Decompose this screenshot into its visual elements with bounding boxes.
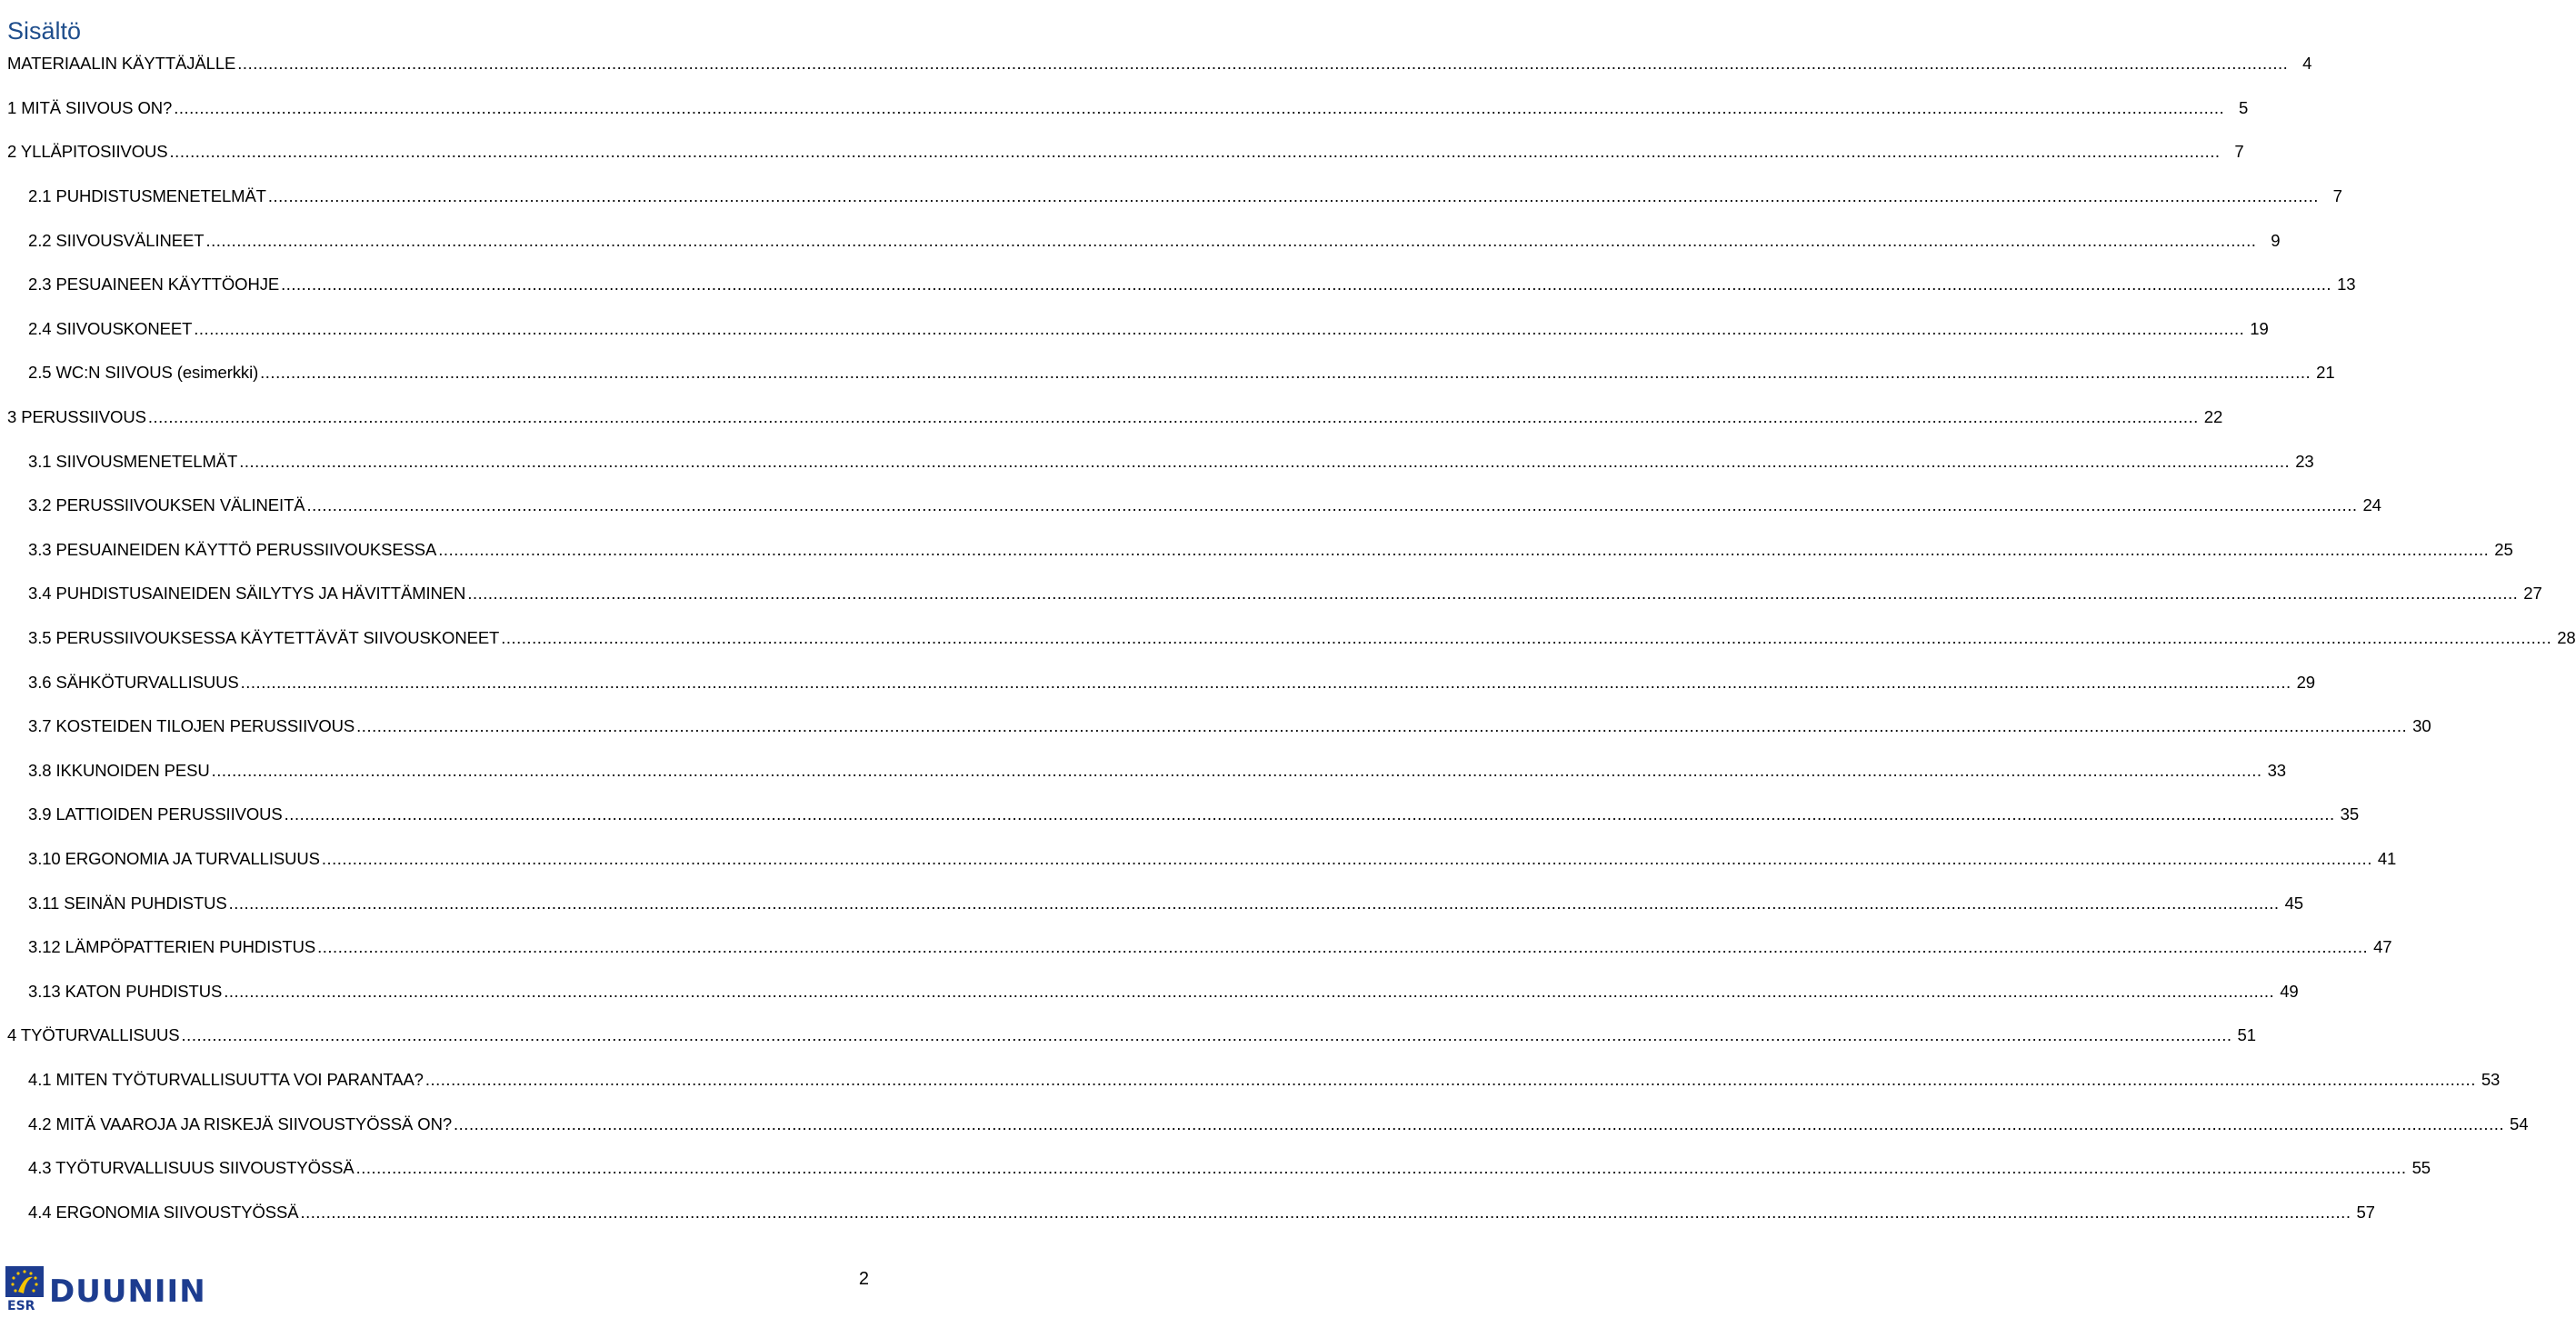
toc-entry-page: 21 xyxy=(2316,363,2335,383)
toc-entry[interactable] xyxy=(0,660,2315,704)
toc-entry-line xyxy=(28,230,2281,251)
toc-entry-label: 3.4 PUHDISTUSAINEIDEN SÄILYTYS JA HÄVITTÄMINEN xyxy=(28,584,466,604)
toc-entry[interactable] xyxy=(0,1058,2501,1103)
toc-entry-page: 23 xyxy=(2295,451,2314,471)
toc-entry[interactable] xyxy=(0,1146,2431,1191)
toc-dot-leader: ................................................................................................................................................................................................................................................................................................................................................................................................................ xyxy=(224,981,2275,1001)
toc-entry-label: 4 TYÖTURVALLISUUS xyxy=(7,1025,180,1045)
toc-entry-label: 3.12 LÄMPÖPATTERIEN PUHDISTUS xyxy=(28,937,316,957)
toc-entry-line xyxy=(7,1025,2256,1045)
toc-entry-label: 3.7 KOSTEIDEN TILOJEN PERUSSIIVOUS xyxy=(28,716,355,736)
toc-entry-page: 13 xyxy=(2337,275,2356,295)
toc-entry-page: 24 xyxy=(2362,495,2381,515)
toc-entry-page: 22 xyxy=(2203,407,2223,427)
toc-entry[interactable] xyxy=(0,1102,2529,1146)
toc-entry-line xyxy=(28,275,2356,295)
toc-entry-label: 3.5 PERUSSIIVOUKSESSA KÄYTETTÄVÄT SIIVOUSKONEET xyxy=(28,628,500,648)
toc-entry-label: 3.3 PESUAINEIDEN KÄYTTÖ PERUSSIIVOUKSESSA xyxy=(28,539,437,559)
toc-entry[interactable] xyxy=(0,793,2360,837)
toc-entry[interactable] xyxy=(0,1190,2375,1234)
esr-logo-icon xyxy=(5,1266,44,1312)
toc-entry-page: 7 xyxy=(2332,186,2342,206)
toc-entry-line xyxy=(7,97,2249,118)
toc-entry-page: 7 xyxy=(2234,142,2244,162)
toc-entry-page: 51 xyxy=(2237,1025,2256,1045)
page-title: Sisältö xyxy=(7,17,82,45)
toc-entry-label: 3 PERUSSIIVOUS xyxy=(7,407,146,427)
toc-dot-leader: ................................................................................................................................................................................................................................................................................................................................................................................................................ xyxy=(317,937,2369,957)
toc-dot-leader: ................................................................................................................................................................................................................................................................................................................................................................................................................ xyxy=(174,97,2225,117)
toc-dot-leader: ................................................................................................................................................................................................................................................................................................................................................................................................................ xyxy=(300,1202,2351,1222)
toc-entry-label: 4.4 ERGONOMIA SIIVOUSTYÖSSÄ xyxy=(28,1202,299,1222)
toc-entry-label: 3.8 IKKUNOIDEN PESU xyxy=(28,760,210,780)
toc-entry-line xyxy=(7,54,2312,74)
toc-entry[interactable] xyxy=(0,1013,2256,1058)
toc-entry[interactable] xyxy=(0,969,2299,1013)
toc-entry[interactable] xyxy=(0,86,2249,131)
toc-dot-leader: ................................................................................................................................................................................................................................................................................................................................................................................................................ xyxy=(237,54,2289,74)
toc-entry-line xyxy=(28,539,2513,560)
toc-dot-leader: ................................................................................................................................................................................................................................................................................................................................................................................................................ xyxy=(239,451,2291,471)
toc-dot-leader: ................................................................................................................................................................................................................................................................................................................................................................................................................ xyxy=(260,363,2311,383)
toc-entry-page: 4 xyxy=(2302,54,2312,74)
toc-dot-leader: ................................................................................................................................................................................................................................................................................................................................................................................................................ xyxy=(467,584,2519,604)
toc-entry-page: 29 xyxy=(2296,672,2315,692)
toc-entry-page: 45 xyxy=(2284,893,2303,913)
toc-dot-leader: ................................................................................................................................................................................................................................................................................................................................................................................................................ xyxy=(424,1069,2476,1089)
toc-entry-label: 2.5 WC:N SIIVOUS (esimerkki) xyxy=(28,363,259,383)
toc-entry[interactable] xyxy=(0,704,2431,749)
toc-entry-label: 2.1 PUHDISTUSMENETELMÄT xyxy=(28,186,266,206)
toc-entry[interactable] xyxy=(0,881,2303,925)
svg-text:ESR: ESR xyxy=(7,1299,35,1313)
toc-entry-line xyxy=(28,848,2397,869)
toc-entry-line xyxy=(28,451,2314,472)
page-number: 2 xyxy=(858,1269,869,1289)
toc-entry-label: 4.1 MITEN TYÖTURVALLISUUTTA VOI PARANTAA? xyxy=(28,1069,424,1089)
toc-entry-page: 5 xyxy=(2238,97,2249,117)
toc-entry[interactable] xyxy=(0,925,2392,970)
toc-dot-leader: ................................................................................................................................................................................................................................................................................................................................................................................................................ xyxy=(240,672,2291,692)
toc-entry-label: 1 MITÄ SIIVOUS ON? xyxy=(7,97,173,117)
toc-entry-label: 3.9 LATTIOIDEN PERUSSIIVOUS xyxy=(28,804,283,824)
toc-dot-leader: ................................................................................................................................................................................................................................................................................................................................................................................................................ xyxy=(281,275,2332,295)
toc-entry[interactable] xyxy=(0,572,2542,616)
toc-entry-label: 4.2 MITÄ VAAROJA JA RISKEJÄ SIIVOUSTYÖSSÄ ON? xyxy=(28,1113,453,1133)
toc-entry-page: 28 xyxy=(2557,628,2576,648)
toc-entry-line xyxy=(28,760,2286,781)
toc-entry-page: 41 xyxy=(2377,848,2397,868)
toc-entry[interactable] xyxy=(0,528,2513,573)
toc-entry-label: 3.6 SÄHKÖTURVALLISUUS xyxy=(28,672,239,692)
table-of-contents xyxy=(0,42,2576,1234)
toc-dot-leader: ................................................................................................................................................................................................................................................................................................................................................................................................................ xyxy=(228,893,2280,913)
toc-entry-line xyxy=(7,142,2244,162)
toc-entry-label: 3.13 KATON PUHDISTUS xyxy=(28,981,223,1001)
toc-entry-line xyxy=(28,981,2299,1002)
toc-entry-page: 9 xyxy=(2271,230,2281,250)
toc-dot-leader: ................................................................................................................................................................................................................................................................................................................................................................................................................ xyxy=(169,142,2221,162)
toc-entry[interactable] xyxy=(0,616,2576,661)
toc-entry[interactable] xyxy=(0,175,2342,219)
toc-entry-line xyxy=(28,1069,2501,1090)
toc-entry[interactable] xyxy=(0,837,2397,882)
toc-entry-line xyxy=(28,363,2335,383)
toc-entry-label: 4.3 TYÖTURVALLISUUS SIIVOUSTYÖSSÄ xyxy=(28,1158,354,1178)
toc-entry-page: 25 xyxy=(2494,539,2513,559)
toc-dot-leader: ................................................................................................................................................................................................................................................................................................................................................................................................................ xyxy=(355,1158,2407,1178)
toc-entry-label: 3.11 SEINÄN PUHDISTUS xyxy=(28,893,227,913)
toc-entry-label: 3.1 SIIVOUSMENETELMÄT xyxy=(28,451,238,471)
toc-entry-line xyxy=(28,716,2431,736)
toc-entry[interactable] xyxy=(0,130,2244,175)
toc-entry-label: 2.3 PESUAINEEN KÄYTTÖOHJE xyxy=(28,275,280,295)
toc-entry[interactable] xyxy=(0,218,2281,263)
toc-entry[interactable] xyxy=(0,351,2335,395)
toc-entry-label: 2 YLLÄPITOSIIVOUS xyxy=(7,142,168,162)
toc-entry-line xyxy=(28,1202,2375,1223)
toc-dot-leader: ................................................................................................................................................................................................................................................................................................................................................................................................................ xyxy=(205,230,2257,250)
toc-entry-line xyxy=(28,584,2542,604)
toc-entry-line xyxy=(28,937,2392,957)
toc-entry-line xyxy=(28,628,2576,648)
toc-entry-line xyxy=(28,804,2360,824)
toc-dot-leader: ................................................................................................................................................................................................................................................................................................................................................................................................................ xyxy=(321,848,2372,868)
toc-entry-label: 3.2 PERUSSIIVOUKSEN VÄLINEITÄ xyxy=(28,495,305,515)
toc-entry[interactable] xyxy=(0,484,2381,528)
toc-entry-page: 54 xyxy=(2510,1113,2529,1133)
toc-entry-line xyxy=(28,1158,2431,1178)
toc-entry-line xyxy=(28,1113,2529,1134)
toc-entry-page: 27 xyxy=(2523,584,2542,604)
toc-entry[interactable] xyxy=(0,395,2223,440)
toc-entry[interactable] xyxy=(0,439,2314,484)
toc-entry[interactable] xyxy=(0,749,2286,794)
toc-entry-page: 53 xyxy=(2481,1069,2501,1089)
duuniin-logo xyxy=(5,1265,206,1313)
toc-entry-label: 2.4 SIIVOUSKONEET xyxy=(28,318,193,338)
toc-entry-label: 3.10 ERGONOMIA JA TURVALLISUUS xyxy=(28,848,320,868)
toc-entry[interactable] xyxy=(0,42,2312,86)
toc-dot-leader: ................................................................................................................................................................................................................................................................................................................................................................................................................ xyxy=(501,628,2552,648)
toc-dot-leader: ................................................................................................................................................................................................................................................................................................................................................................................................................ xyxy=(211,760,2262,780)
toc-entry-page: 33 xyxy=(2267,760,2286,780)
toc-entry-page: 55 xyxy=(2411,1158,2431,1178)
toc-dot-leader: ................................................................................................................................................................................................................................................................................................................................................................................................................ xyxy=(181,1025,2232,1045)
toc-dot-leader: ................................................................................................................................................................................................................................................................................................................................................................................................................ xyxy=(194,318,2245,338)
toc-dot-leader: ................................................................................................................................................................................................................................................................................................................................................................................................................ xyxy=(356,716,2408,736)
toc-entry-label: MATERIAALIN KÄYTTÄJÄLLE xyxy=(7,54,236,74)
toc-entry[interactable] xyxy=(0,307,2269,352)
toc-dot-leader: ................................................................................................................................................................................................................................................................................................................................................................................................................ xyxy=(438,539,2490,559)
toc-entry-page: 49 xyxy=(2280,981,2299,1001)
toc-dot-leader: ................................................................................................................................................................................................................................................................................................................................................................................................................ xyxy=(454,1113,2504,1133)
duuniin-wordmark: DUUNIIN xyxy=(49,1273,206,1310)
toc-entry-page: 30 xyxy=(2412,716,2431,736)
toc-entry-line xyxy=(7,407,2223,427)
toc-dot-leader: ................................................................................................................................................................................................................................................................................................................................................................................................................ xyxy=(147,407,2199,427)
toc-dot-leader: ................................................................................................................................................................................................................................................................................................................................................................................................................ xyxy=(267,186,2319,206)
toc-entry-line xyxy=(28,672,2315,693)
toc-entry-line xyxy=(28,495,2381,515)
toc-entry-line xyxy=(28,318,2269,339)
toc-entry-line xyxy=(28,893,2303,914)
toc-entry[interactable] xyxy=(0,263,2356,307)
toc-entry-label: 2.2 SIIVOUSVÄLINEET xyxy=(28,230,205,250)
toc-entry-page: 19 xyxy=(2250,318,2269,338)
toc-entry-page: 35 xyxy=(2340,804,2360,824)
toc-entry-line xyxy=(28,186,2342,206)
toc-entry-page: 47 xyxy=(2373,937,2392,957)
toc-dot-leader: ................................................................................................................................................................................................................................................................................................................................................................................................................ xyxy=(284,804,2335,824)
toc-dot-leader: ................................................................................................................................................................................................................................................................................................................................................................................................................ xyxy=(306,495,2358,515)
toc-entry-page: 57 xyxy=(2356,1202,2375,1222)
